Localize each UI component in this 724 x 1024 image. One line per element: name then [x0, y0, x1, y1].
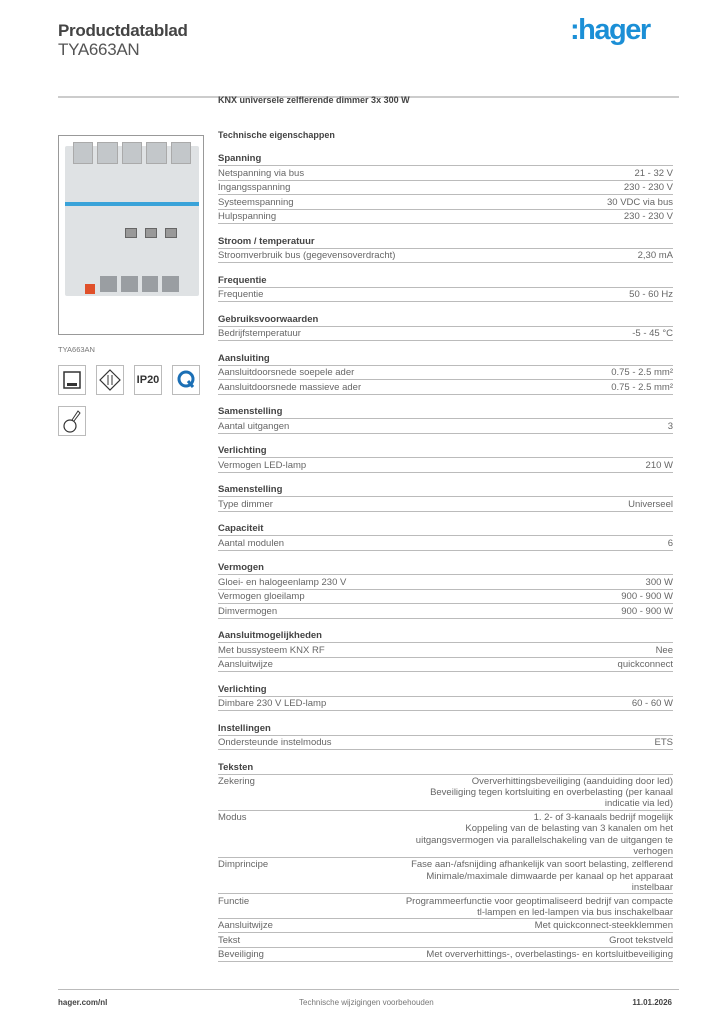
section-title: Vermogen [218, 560, 673, 575]
spec-row [218, 195, 673, 210]
spec-row [218, 536, 673, 551]
spec-value: 2,30 mA [637, 250, 673, 261]
section-title: Samenstelling [218, 404, 673, 419]
spec-value: 3 [667, 420, 673, 432]
double-insulation-icon [96, 365, 124, 395]
spec-value: 300 W [645, 576, 673, 588]
spec-row [218, 919, 673, 934]
spec-value: -5 - 45 °C [632, 328, 673, 339]
spec-row [218, 643, 673, 658]
spec-label: Aansluitwijze [218, 920, 273, 932]
spec-value: 230 - 230 V [623, 182, 673, 193]
spec-row [218, 380, 673, 395]
spec-row [218, 894, 673, 919]
spec-section [218, 443, 673, 473]
spec-row [218, 327, 673, 342]
spec-row [218, 181, 673, 196]
spec-value: Programmeerfunctie voor geoptimaliseerd bedrijf van compacte tl-lampen en led-lampen via bus inschakelbaar [405, 895, 673, 918]
spec-value: Universeel [628, 498, 673, 510]
spec-label: Gloei- en halogeenlamp 230 V [218, 576, 347, 588]
spec-label: Beveiliging [218, 949, 264, 961]
spec-row [218, 497, 673, 512]
spec-value: 0.75 - 2.5 mm² [611, 381, 673, 393]
spec-label: Aansluitdoorsnede soepele ader [218, 367, 355, 378]
spec-value: 900 - 900 W [621, 591, 673, 602]
spec-row [218, 948, 673, 963]
display-icon [58, 365, 86, 395]
spec-label: Zekering [218, 776, 255, 787]
section-title: Aansluiting [218, 351, 673, 366]
spec-section [218, 151, 673, 224]
spec-value: 50 - 60 Hz [629, 289, 673, 300]
spec-label: Ondersteunde instelmodus [218, 737, 332, 748]
spec-label: Aantal uitgangen [218, 420, 290, 432]
spec-label: Type dimmer [218, 498, 273, 510]
left-column [58, 135, 204, 436]
spec-section [218, 234, 673, 264]
spec-row [218, 366, 673, 381]
dimmer-lamp-icon [58, 406, 86, 436]
spec-row [218, 288, 673, 303]
section-title: Teksten [218, 760, 673, 775]
spec-label: Vermogen gloeilamp [218, 591, 305, 602]
spec-value: 1. 2- of 3-kanaals bedrijf mogelijk Koppeling van de belasting van 3 kanalen om het uitgangsvermogen via parallelschakeling van de uitgangen te verhogen [415, 812, 673, 857]
spec-row [218, 697, 673, 712]
spec-label: Netspanning via bus [218, 167, 305, 179]
section-title: Spanning [218, 151, 673, 166]
spec-label: Aansluitdoorsnede massieve ader [218, 381, 362, 393]
section-title: Verlichting [218, 443, 673, 458]
spec-section [218, 404, 673, 434]
spec-value: Met oververhittings-, overbelastings- en kortsluitbeveiliging [426, 949, 673, 961]
section-title: Gebruiksvoorwaarden [218, 312, 673, 327]
product-code: TYA663AN [58, 40, 140, 59]
hager-logo: :hager [570, 14, 650, 46]
spec-label: Dimbare 230 V LED-lamp [218, 698, 327, 709]
spec-row [218, 775, 673, 811]
spec-label: Frequentie [218, 289, 264, 300]
spec-label: Aantal modulen [218, 537, 285, 549]
spec-section [218, 628, 673, 672]
spec-label: Bedrijfstemperatuur [218, 328, 301, 339]
spec-value: 230 - 230 V [623, 211, 673, 222]
footer-website[interactable]: hager.com/nl [58, 998, 108, 1007]
spec-row [218, 933, 673, 948]
spec-value: 210 W [645, 459, 673, 471]
spec-label: Hulpspanning [218, 211, 277, 222]
ip20-badge: IP20 [134, 365, 162, 395]
section-title: Aansluitmogelijkheden [218, 628, 673, 643]
section-title: Samenstelling [218, 482, 673, 497]
spec-value: quickconnect [617, 659, 673, 670]
spec-label: Systeemspanning [218, 196, 294, 208]
spec-table [218, 95, 673, 972]
quickconnect-icon [172, 365, 200, 395]
spec-value: Fase aan-/afsnijding afhankelijk van soort belasting, zelflerend Minimale/maximale dimwaarde per kanaal op het apparaat instelbaar [411, 859, 673, 893]
spec-section [218, 721, 673, 751]
spec-label: Ingangsspanning [218, 182, 291, 193]
spec-label: Aansluitwijze [218, 659, 273, 670]
spec-row [218, 590, 673, 605]
spec-section [218, 682, 673, 712]
spec-row [218, 458, 673, 473]
spec-row [218, 419, 673, 434]
section-title: Capaciteit [218, 521, 673, 536]
spec-value: ETS [654, 737, 673, 748]
spec-section [218, 351, 673, 395]
footer-disclaimer: Technische wijzigingen voorbehouden [299, 998, 434, 1007]
product-image [58, 135, 204, 335]
spec-row [218, 736, 673, 751]
footer-divider [58, 989, 679, 990]
spec-row [218, 249, 673, 264]
spec-row [218, 604, 673, 619]
spec-row [218, 658, 673, 673]
spec-label: Vermogen LED-lamp [218, 459, 307, 471]
spec-label: Modus [218, 812, 247, 824]
section-title: Instellingen [218, 721, 673, 736]
section-title: Stroom / temperatuur [218, 234, 673, 249]
spec-value: Met quickconnect-steekklemmen [534, 920, 673, 932]
spec-row [218, 575, 673, 590]
spec-value: 21 - 32 V [634, 167, 673, 179]
spec-row [218, 210, 673, 225]
spec-label: Stroomverbruik bus (gegevensoverdracht) [218, 250, 396, 261]
spec-section [218, 560, 673, 619]
spec-label: Dimprincipe [218, 859, 269, 871]
spec-value: Oververhittingsbeveiliging (aanduiding door led) Beveiliging tegen kortsluiting en overbelasting (per kanaal indicatie via led) [430, 776, 673, 810]
spec-section [218, 521, 673, 551]
spec-label: Tekst [218, 934, 241, 946]
tech-heading: Technische eigenschappen [218, 130, 335, 140]
spec-section [218, 273, 673, 303]
spec-value: 6 [667, 537, 673, 549]
spec-row [218, 166, 673, 181]
spec-label: Met bussysteem KNX RF [218, 644, 325, 656]
footer-date: 11.01.2026 [632, 998, 672, 1007]
spec-section [218, 482, 673, 512]
spec-section [218, 312, 673, 342]
spec-section [218, 760, 673, 963]
spec-row [218, 858, 673, 894]
spec-value: 30 VDC via bus [606, 196, 673, 208]
spec-label: Functie [218, 895, 250, 907]
section-title: Verlichting [218, 682, 673, 697]
spec-value: 60 - 60 W [631, 698, 673, 709]
page-title: Productdatablad [58, 21, 188, 40]
spec-value: Groot tekstveld [609, 934, 673, 946]
spec-value: 900 - 900 W [621, 605, 673, 617]
spec-row [218, 811, 673, 858]
spec-label: Dimvermogen [218, 605, 278, 617]
spec-value: 0.75 - 2.5 mm² [611, 367, 673, 378]
section-title: Frequentie [218, 273, 673, 288]
image-caption: TYA663AN [58, 345, 95, 354]
spec-value: Nee [655, 644, 673, 656]
product-name: KNX universele zelflerende dimmer 3x 300 W [218, 95, 410, 105]
